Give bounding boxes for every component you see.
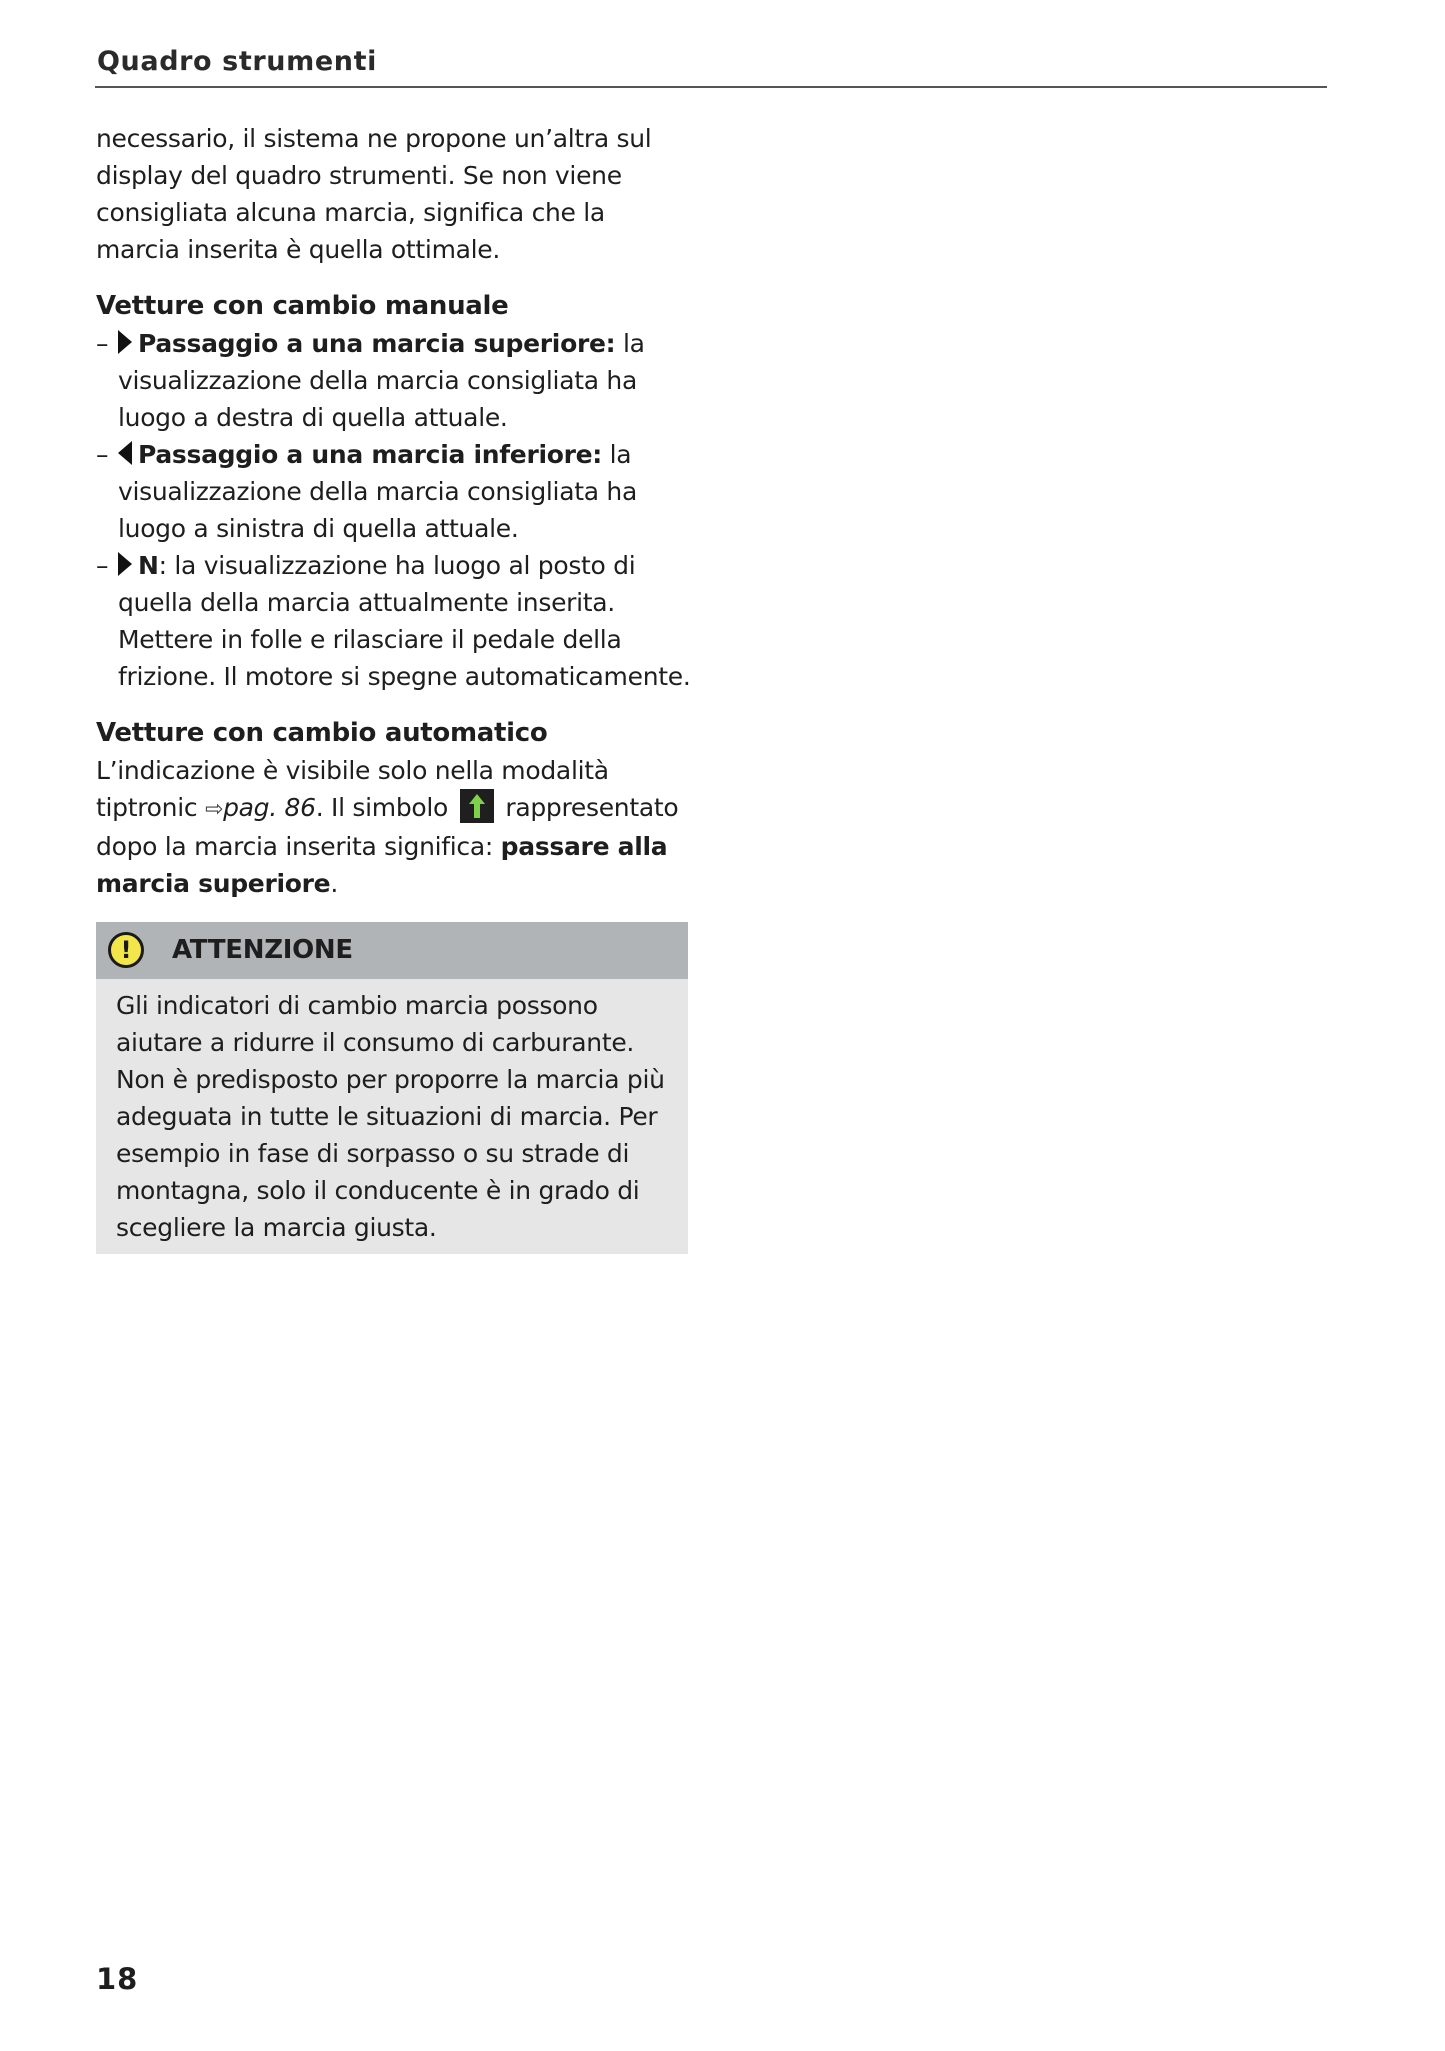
green-up-arrow-icon [460,789,494,823]
warning-box [96,922,688,1254]
arrow-left-triangle-icon [118,441,132,465]
list-item-text: la visualizzazione della marcia consigliata ha luogo a destra di quella attuale. [118,329,645,432]
list-item-text: : la visualizzazione ha luogo al posto di quella della marcia attualmente inserita. Mettere in folle e rilasciare il pedale della frizione. Il motore si spegne automaticamente. [118,551,691,691]
intro-paragraph: necessario, il sistema ne propone un’altra sul display del quadro strumenti. Se non viene consigliata alcuna marcia, significa che la marcia inserita è quella ottimale. [96,124,652,264]
ref-arrow-icon: ⇨ [204,797,224,822]
warning-title: ATTENZIONE [172,935,353,965]
list-item [96,436,696,547]
automatic-text: rappresentato dopo la marcia inserita significa: [96,793,679,861]
page-header [95,44,1327,88]
automatic-heading: Vetture con cambio automatico [96,718,548,748]
list-dash: – [96,440,109,469]
list-dash: – [96,329,109,358]
automatic-paragraph [96,752,696,902]
warning-header [96,922,688,979]
manual-heading: Vetture con cambio manuale [96,291,509,321]
list-item-bold: Passaggio a una marcia superiore: [138,329,616,358]
section-title: Quadro strumenti [97,46,377,77]
arrow-right-triangle-icon [118,330,132,354]
automatic-text: L’indicazione è visibile solo nella modalità tiptronic [96,756,609,822]
automatic-text: . Il simbolo [315,793,456,822]
list-dash: – [96,551,109,580]
page-reference-link[interactable]: pag. 86 [223,793,316,822]
main-column [96,120,696,1254]
page-number: 18 [96,1962,139,1996]
warning-body: Gli indicatori di cambio marcia possono aiutare a ridurre il consumo di carburante. Non è predisposto per proporre la marcia più adeguata in tutte le situazioni di marcia. Per esempio in fase di sorpasso o su strade di montagna, solo il conducente è in grado di scegliere la marcia giusta. [116,991,665,1242]
list-item [96,547,696,695]
manual-list [96,325,696,695]
arrow-right-triangle-icon [118,552,132,576]
list-item-text: la visualizzazione della marcia consigliata ha luogo a sinistra di quella attuale. [118,440,637,543]
list-item-bold: Passaggio a una marcia inferiore: [138,440,603,469]
automatic-text: . [330,869,338,898]
list-item-bold: N [138,551,159,580]
list-item [96,325,696,436]
automatic-bold: passare alla marcia superiore [96,832,668,898]
warning-icon: ! [108,932,144,968]
